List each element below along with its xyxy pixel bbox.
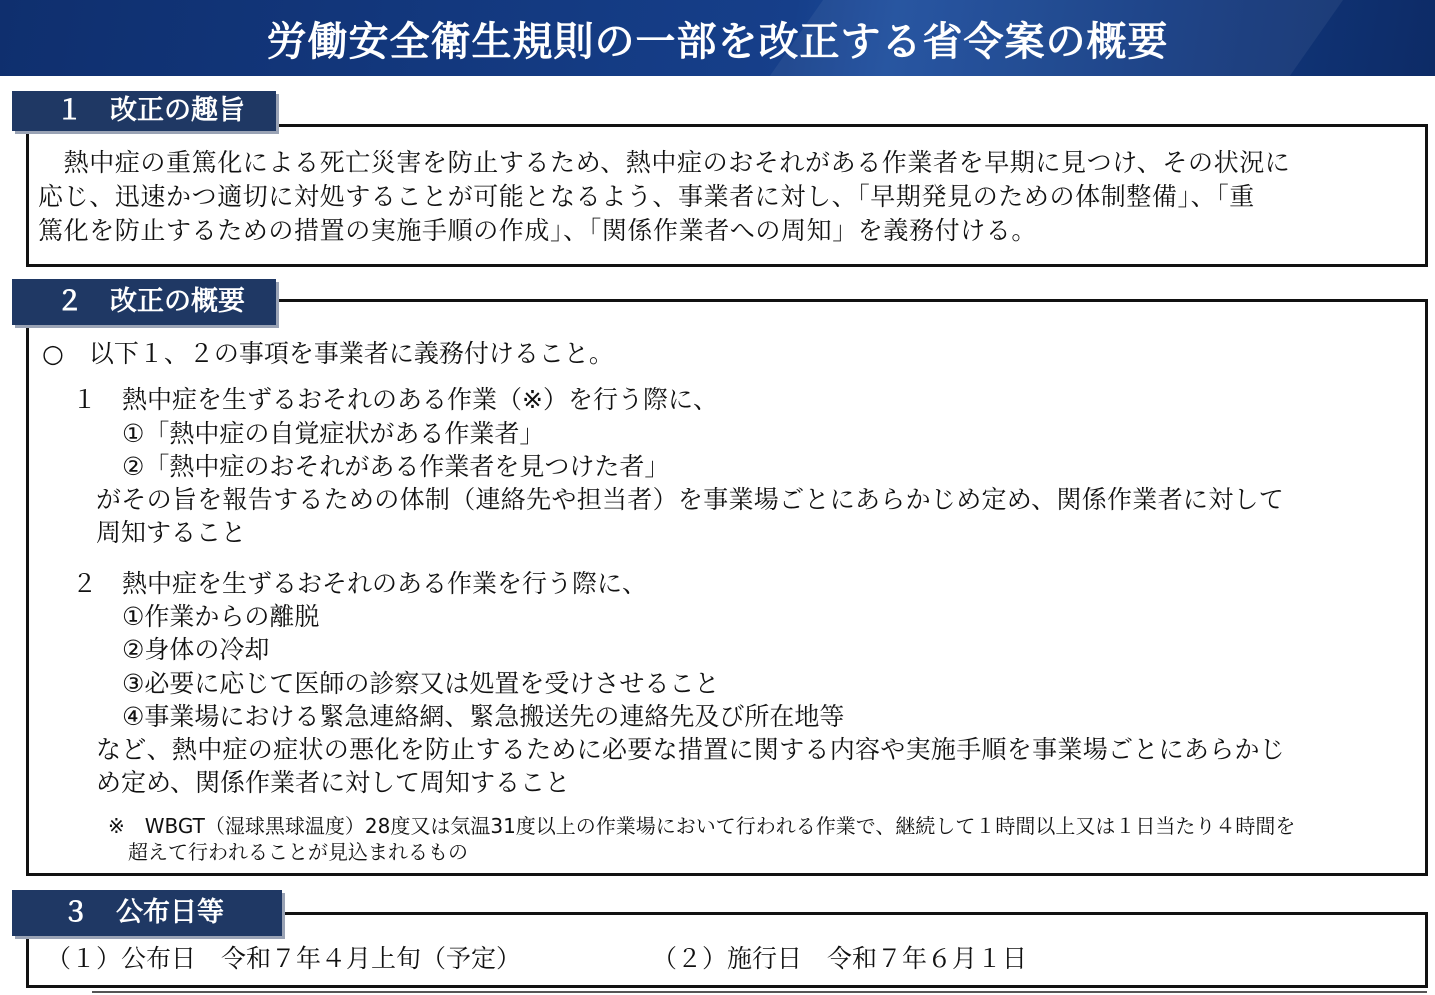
section-3-heading: ３ 公布日等	[12, 890, 282, 936]
item-2-subitem-4: ④事業場における緊急連絡網、緊急搬送先の連絡先及び所在地等	[122, 702, 845, 731]
section-1-line-3: 篤化を防止するための措置の実施手順の作成」、「関係作業者への周知」を義務付ける。	[38, 216, 1038, 245]
item-1-subitem-2: ②「熱中症のおそれがある作業者を見つけた者」	[122, 452, 670, 481]
item-2-subitem-3: ③必要に応じて医師の診察又は処置を受けさせること	[122, 669, 720, 698]
item-2-closing-2: め定め、関係作業者に対して周知すること	[96, 768, 571, 797]
item-2-closing-1: など、熱中症の症状の悪化を防止するために必要な措置に関する内容や実施手順を事業場ごとにあらかじ	[96, 735, 1286, 764]
section-1-line-1: 熱中症の重篤化による死亡災害を防止するため、熱中症のおそれがある作業者を早期に見つけ、その状況に	[38, 148, 1291, 177]
item-1-closing-1: がその旨を報告するための体制（連絡先や担当者）を事業場ごとにあらかじめ定め、関係作業者に対して	[96, 485, 1285, 514]
section-2-heading: ２ 改正の概要	[12, 279, 276, 325]
title-banner	[0, 0, 1435, 76]
item-1-header: １ 熱中症を生ずるおそれのある作業（※）を行う際に、	[72, 385, 718, 414]
item-2-subitem-2: ②身体の冷却	[122, 635, 270, 664]
section-1-line-2: 応じ、迅速かつ適切に対処することが可能となるよう、事業者に対し、「早期発見のための体制整備」、「重	[38, 182, 1255, 211]
bottom-divider	[92, 991, 1427, 993]
item-2-header: ２ 熱中症を生ずるおそれのある作業を行う際に、	[72, 569, 648, 598]
item-2-subitem-1: ①作業からの離脱	[122, 602, 320, 631]
item-1-subitem-1: ①「熱中症の自覚症状がある作業者」	[122, 419, 545, 448]
item-1-closing-2: 周知すること	[96, 518, 247, 547]
promulgation-date: （１）公布日 令和７年４月上旬（予定）	[46, 944, 522, 973]
section-1-heading: １ 改正の趣旨	[12, 91, 276, 131]
enforcement-date: （２）施行日 令和７年６月１日	[652, 944, 1028, 973]
section-2-intro: ○ 以下１、２の事項を事業者に義務付けること。	[42, 339, 614, 368]
footnote-line-2: 超えて行われることが見込まれるもの	[128, 840, 468, 864]
page-title: 労働安全衛生規則の一部を改正する省令案の概要	[266, 19, 1169, 65]
footnote-line-1: ※ WBGT（湿球黒球温度）28度又は気温31度以上の作業場において行われる作業で、継続して１時間以上又は１日当たり４時間を	[108, 814, 1296, 838]
